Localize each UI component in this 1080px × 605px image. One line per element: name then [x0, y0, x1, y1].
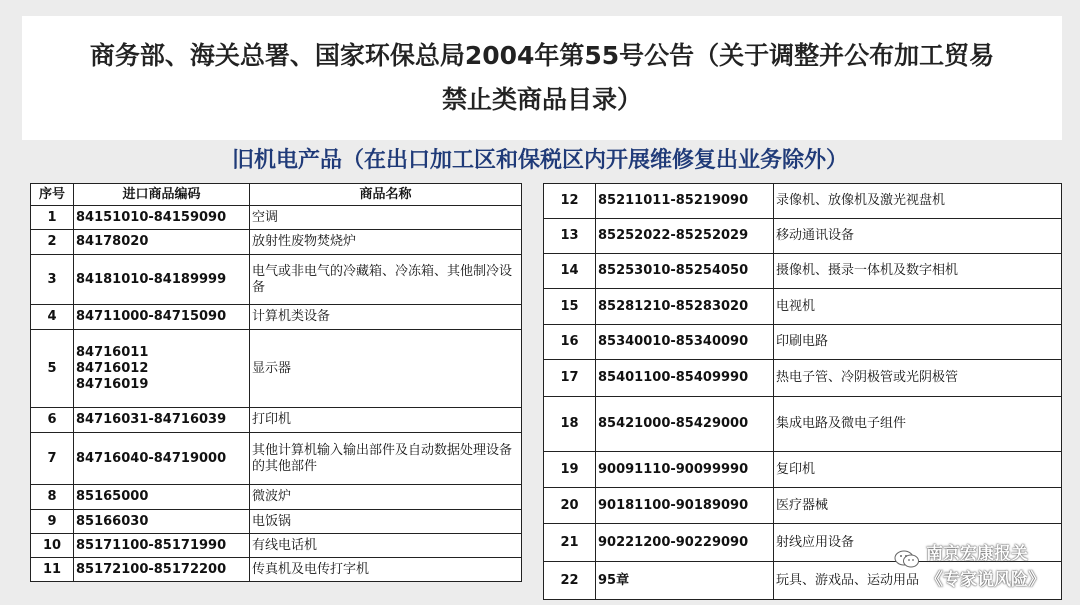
commodity-code: 85253010-85254050 [598, 263, 749, 278]
table-row [31, 206, 522, 230]
commodity-name: 录像机、放像机及激光视盘机 [774, 184, 1062, 219]
commodity-code-cell [596, 360, 774, 397]
row-number: 21 [544, 524, 596, 562]
table-row [31, 408, 522, 433]
commodity-code-cell [74, 230, 250, 255]
row-number: 11 [31, 558, 74, 582]
commodity-name: 微波炉 [250, 485, 522, 510]
watermark [894, 543, 1074, 599]
commodity-code: 85340010-85340090 [598, 334, 749, 349]
commodity-code: 84716011 [76, 344, 149, 360]
commodity-code-cell [596, 289, 774, 325]
header-no: 序号 [31, 184, 74, 206]
commodity-name: 玩具、游戏品、运动用品 [774, 562, 1062, 600]
commodity-code: 85172100-85172200 [76, 561, 227, 577]
row-number: 10 [31, 534, 74, 558]
commodity-code: 85166030 [76, 513, 149, 529]
commodity-name: 电视机 [774, 289, 1062, 325]
row-number: 17 [544, 360, 596, 397]
commodity-code-cell [74, 408, 250, 433]
commodity-name: 印刷电路 [774, 325, 1062, 360]
table-row [544, 254, 1062, 289]
commodity-code-cell [74, 510, 250, 534]
commodity-name: 射线应用设备 [774, 524, 1062, 562]
row-number: 2 [31, 230, 74, 255]
commodity-code-cell [74, 485, 250, 510]
commodity-code: 84178020 [76, 234, 149, 249]
commodity-code-cell [596, 488, 774, 524]
commodity-name: 热电子管、冷阴极管或光阴极管 [774, 360, 1062, 397]
commodity-code: 85211011-85219090 [598, 193, 749, 208]
table-row [31, 255, 522, 305]
commodity-code: 95章 [598, 572, 630, 588]
table-row [31, 485, 522, 510]
row-number: 3 [31, 255, 74, 305]
commodity-code-cell [74, 433, 250, 485]
commodity-code-cell [596, 397, 774, 452]
table-row [544, 452, 1062, 488]
row-number: 8 [31, 485, 74, 510]
commodity-name: 打印机 [250, 408, 522, 433]
header-row [31, 184, 522, 206]
row-number: 5 [31, 330, 74, 408]
commodity-name: 有线电话机 [250, 534, 522, 558]
commodity-code-cell [596, 219, 774, 254]
document-title-line-2: 禁止类商品目录） [441, 85, 642, 114]
document-title-line-1: 商务部、海关总署、国家环保总局2004年第55号公告（关于调整并公布加工贸易 [89, 41, 995, 70]
commodity-code-cell [596, 562, 774, 600]
commodity-name: 其他计算机输入输出部件及自动数据处理设备的其他部件 [250, 433, 522, 485]
commodity-name: 电气或非电气的冷藏箱、冷冻箱、其他制冷设备 [250, 255, 522, 305]
commodity-name: 空调 [250, 206, 522, 230]
table-row [544, 184, 1062, 219]
commodity-code: 90181100-90189090 [598, 497, 749, 513]
commodity-name: 集成电路及微电子组件 [774, 397, 1062, 452]
row-number: 9 [31, 510, 74, 534]
commodity-code: 85281210-85283020 [598, 298, 749, 314]
commodity-code-cell [74, 558, 250, 582]
commodity-code-cell [74, 305, 250, 330]
table-row [31, 558, 522, 582]
header-name: 商品名称 [250, 184, 522, 206]
commodity-code: 84716012 [76, 360, 149, 376]
commodity-code: 85401100-85409990 [598, 370, 749, 385]
row-number: 14 [544, 254, 596, 289]
row-number: 6 [31, 408, 74, 433]
row-number: 4 [31, 305, 74, 330]
table-row [544, 397, 1062, 452]
commodity-name: 医疗器械 [774, 488, 1062, 524]
commodity-code-cell [596, 524, 774, 562]
commodity-code-cell [74, 206, 250, 230]
commodity-name: 计算机类设备 [250, 305, 522, 330]
commodity-code: 84716019 [76, 376, 149, 392]
commodity-name: 摄像机、摄录一体机及数字相机 [774, 254, 1062, 289]
table-row [544, 488, 1062, 524]
header-code: 进口商品编码 [74, 184, 250, 206]
row-number: 12 [544, 184, 596, 219]
row-number: 18 [544, 397, 596, 452]
commodity-code: 84716040-84719000 [76, 450, 227, 466]
commodity-code: 85252022-85252029 [598, 228, 749, 243]
commodity-code: 85165000 [76, 489, 149, 504]
wechat-icon [894, 549, 920, 569]
row-number: 20 [544, 488, 596, 524]
commodity-code-cell [74, 534, 250, 558]
commodity-code: 84716031-84716039 [76, 412, 227, 427]
table-row [31, 330, 522, 408]
commodity-code: 90221200-90229090 [598, 534, 749, 550]
commodity-code: 84151010-84159090 [76, 209, 227, 225]
table-subtitle: 旧机电产品（在出口加工区和保税区内开展维修复出业务除外） [231, 148, 848, 173]
title-banner [22, 16, 1062, 140]
commodity-code: 84711000-84715090 [76, 309, 227, 324]
commodity-code: 90091110-90099990 [598, 461, 749, 477]
row-number: 19 [544, 452, 596, 488]
row-number: 15 [544, 289, 596, 325]
table-row [544, 325, 1062, 360]
commodity-code: 84181010-84189999 [76, 271, 227, 287]
watermark-column-name: 《专家说风险》 [926, 570, 1045, 590]
commodity-code-cell [74, 255, 250, 305]
row-number: 22 [544, 562, 596, 600]
table-row [31, 305, 522, 330]
row-number: 1 [31, 206, 74, 230]
table-row [544, 219, 1062, 254]
left-goods-table [30, 183, 522, 582]
row-number: 7 [31, 433, 74, 485]
table-row [31, 510, 522, 534]
row-number: 16 [544, 325, 596, 360]
table-row [31, 433, 522, 485]
commodity-code-cell [596, 254, 774, 289]
commodity-name: 电饭锅 [250, 510, 522, 534]
commodity-code: 85421000-85429000 [598, 416, 749, 431]
commodity-name: 传真机及电传打字机 [250, 558, 522, 582]
table-row [31, 230, 522, 255]
commodity-code-cell [596, 184, 774, 219]
commodity-name: 显示器 [250, 330, 522, 408]
table-row [544, 289, 1062, 325]
right-goods-table [543, 183, 1062, 600]
table-row [544, 360, 1062, 397]
watermark-account-name: 南京宏康报关 [926, 544, 1028, 564]
table-row [31, 534, 522, 558]
commodity-name: 移动通讯设备 [774, 219, 1062, 254]
row-number: 13 [544, 219, 596, 254]
commodity-code-cell [596, 325, 774, 360]
commodity-name: 放射性废物焚烧炉 [250, 230, 522, 255]
commodity-name: 复印机 [774, 452, 1062, 488]
commodity-code-cell [74, 330, 250, 408]
commodity-code: 85171100-85171990 [76, 537, 227, 553]
commodity-code-cell [596, 452, 774, 488]
